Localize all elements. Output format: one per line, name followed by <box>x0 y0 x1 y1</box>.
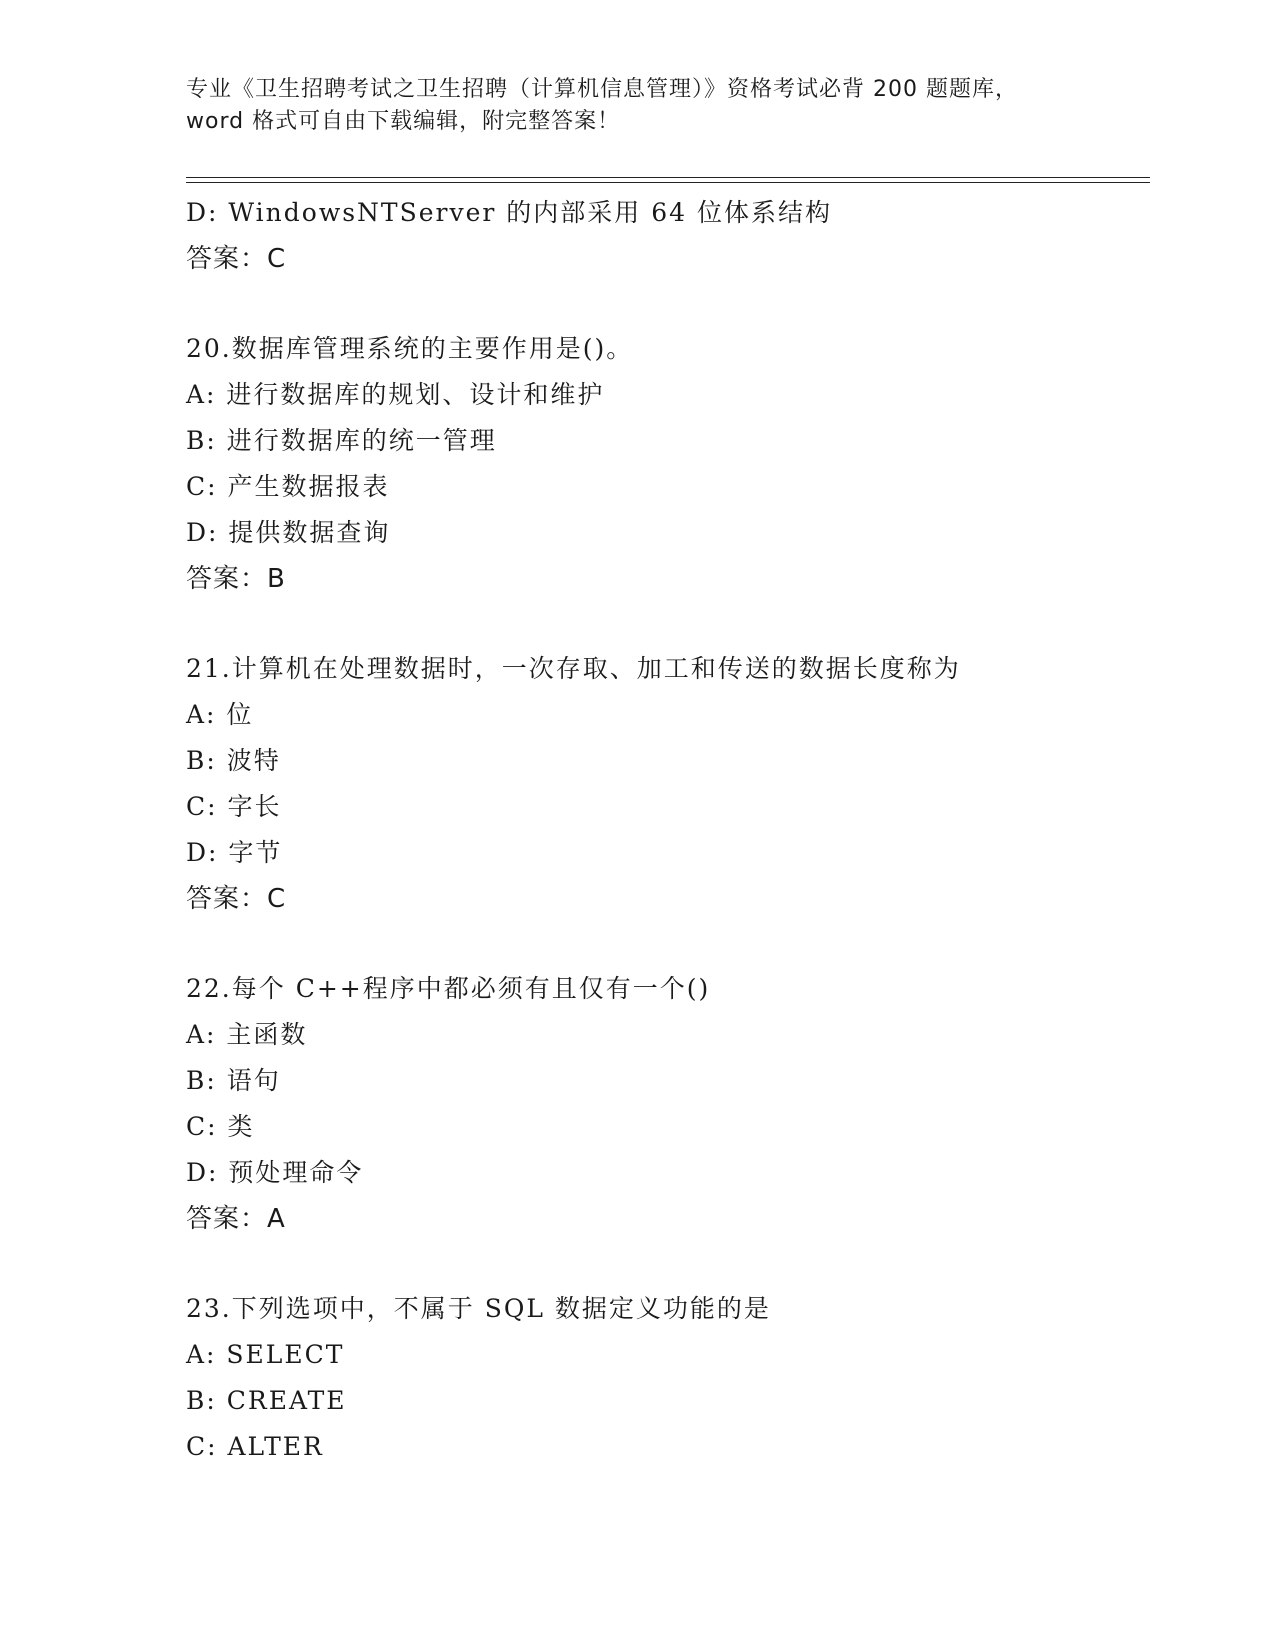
option-line: A: 主函数 <box>186 1020 308 1049</box>
option-line: B: 波特 <box>186 746 281 775</box>
header-line-2: word 格式可自由下载编辑，附完整答案！ <box>186 109 621 134</box>
option-line: C: ALTER <box>186 1432 324 1461</box>
option-line: A: 位 <box>186 700 254 729</box>
header-divider-top <box>186 177 1150 178</box>
question-title: 22.每个 C++程序中都必须有且仅有一个() <box>186 974 711 1003</box>
question-list <box>186 190 1146 1470</box>
option-line: B: 语句 <box>186 1066 281 1095</box>
question-block <box>186 646 1146 922</box>
header-line-1: 专业《卫生招聘考试之卫生招聘（计算机信息管理）》资格考试必背 200 题题库， <box>186 77 1018 102</box>
question-title: 21.计算机在处理数据时，一次存取、加工和传送的数据长度称为 <box>186 654 961 683</box>
option-line: C: 类 <box>186 1112 255 1141</box>
question-block <box>186 326 1146 602</box>
option-line: D: 预处理命令 <box>186 1158 364 1187</box>
option-line: A: 进行数据库的规划、设计和维护 <box>186 380 605 409</box>
header-divider-bottom <box>186 182 1150 183</box>
option-line: C: 产生数据报表 <box>186 472 390 501</box>
option-line: D: 字节 <box>186 838 283 867</box>
option-line: D: 提供数据查询 <box>186 518 391 547</box>
question-block <box>186 1286 1146 1470</box>
option-line: D: WindowsNTServer 的内部采用 64 位体系结构 <box>186 198 832 227</box>
document-header <box>186 74 1086 138</box>
question-title: 23.下列选项中，不属于 SQL 数据定义功能的是 <box>186 1294 771 1323</box>
answer-line: 答案：C <box>186 884 287 914</box>
answer-line: 答案：C <box>186 244 287 274</box>
question-block <box>186 966 1146 1242</box>
question-title: 20.数据库管理系统的主要作用是()。 <box>186 334 634 363</box>
answer-line: 答案：A <box>186 1204 286 1234</box>
answer-line: 答案：B <box>186 564 286 594</box>
option-line: A: SELECT <box>186 1340 345 1369</box>
option-line: B: 进行数据库的统一管理 <box>186 426 497 455</box>
option-line: B: CREATE <box>186 1386 347 1415</box>
option-line: C: 字长 <box>186 792 282 821</box>
